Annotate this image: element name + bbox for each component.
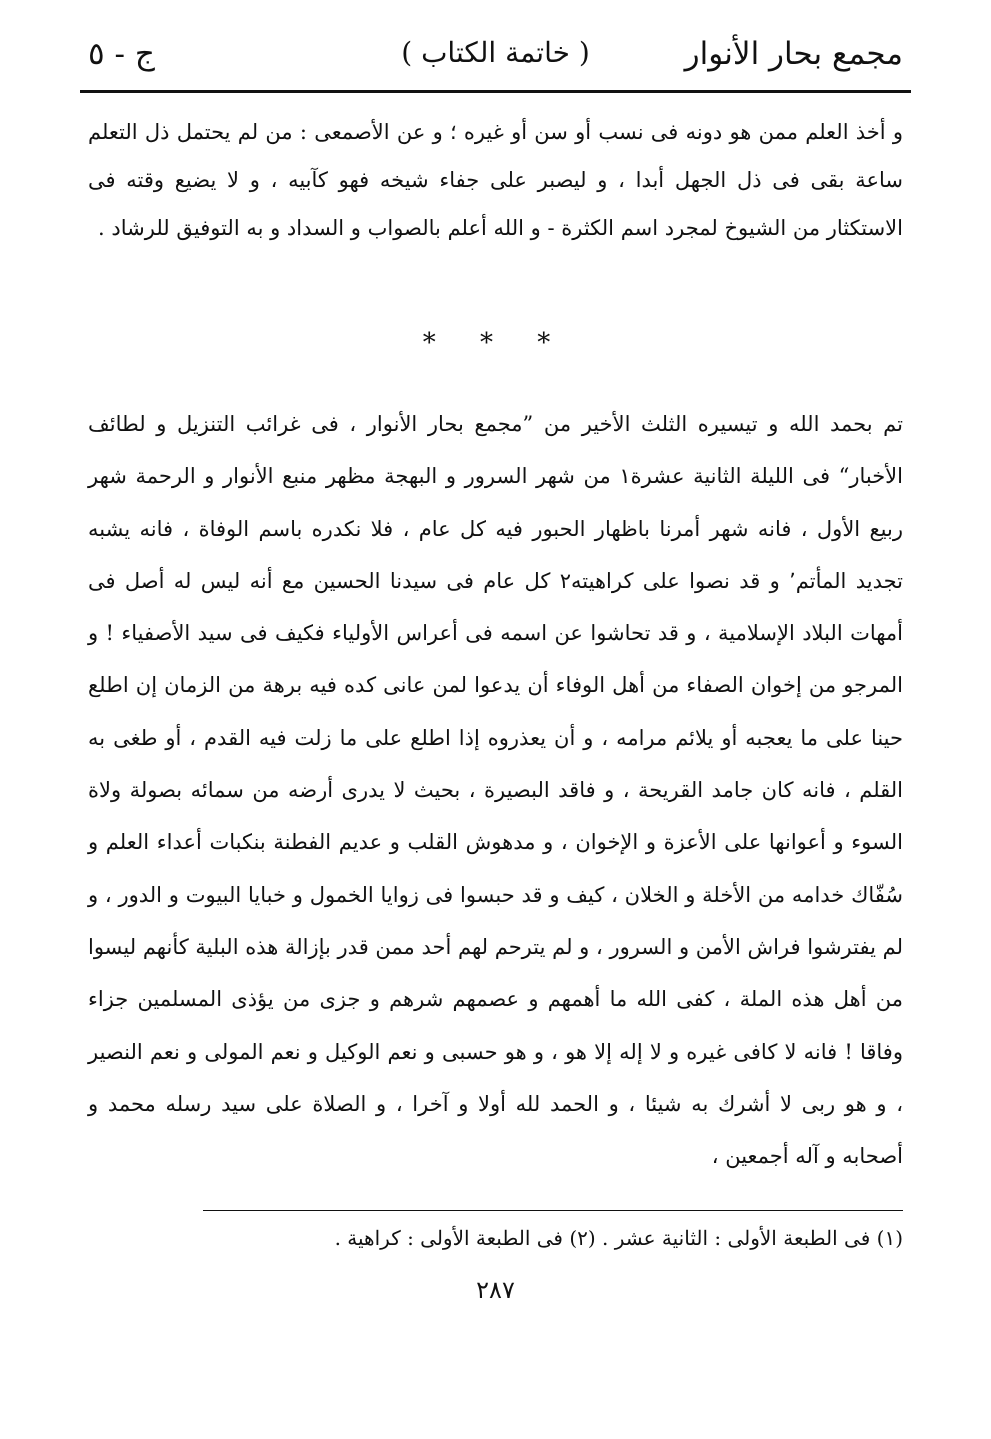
header-rule — [80, 90, 911, 93]
volume-number: ج - ٥ — [88, 36, 155, 72]
paragraph-2: تم بحمد الله و تيسيره الثلث الأخير من ”مجمع بحار الأنوار ، فى غرائب التنزيل و لطائف الأخبار“ فى الليلة الثانية عشرة١ من شهر السرور و البهجة مظهر منبع الأنوار و الرحمة شهر ربيع الأول ، فانه شهر أمرنا باظهار الحبور فيه كل عام ، فلا نكدره باسم الوفاة ، فانه يشبه تجديد المأتم٬ و قد نصوا على كراهيته٢ كل عام فى سيدنا الحسين مع أنه ليس له أصل فى أمهات البلاد الإسلامية ، و قد تحاشوا عن اسمه فى أعراس الأولياء فكيف فى سيد الأصفياء ! و المرجو من إخوان الصفاء من أهل الوفاء أن يدعوا لمن عانى كده فيه برهة من الزمان إن اطلع حينا على ما يعجبه أو يلائم مرامه ، و أن يعذروه إذا اطلع على ما زلت فيه القدم ، أو طغى به القلم ، فانه كان جامد القريحة ، و فاقد البصيرة ، بحيث لا يدرى أرضه من سمائه بصولة ولاة السوء و أعوانها على الأعزة و الإخوان ، و مدهوش القلب و عديم الفطنة بنكبات أعداء العلم و سُفّاك خدامه من الأخلة و الخلان ، كيف و قد حبسوا فى زوايا الخمول و خبايا البيوت و الدور ، و لم يفترشوا فراش الأمن و السرور ، و لم يترحم لهم أحد ممن قدر بإزالة هذه البلية كأنهم ليسوا من أهل هذه الملة ، كفى الله ما أهمهم و عصمهم شرهم و جزى من يؤذى المسلمين جزاء وفاقا ! فانه لا كافى غيره و لا إله إلا هو ، و هو حسبى و نعم الوكيل و نعم المولى و نعم النصير ، و هو ربى لا أشرك به شيئا ، و الحمد لله أولا و آخرا ، و الصلاة على سيد رسله محمد و أصحابه و آله أجمعين ، — [88, 412, 904, 1169]
page-number: ٢٨٧ — [476, 1276, 515, 1304]
section-separator: * * * — [422, 328, 569, 358]
footnote-rule — [203, 1210, 903, 1211]
paragraph-1: و أخذ العلم ممن هو دونه فى نسب أو سن أو غيره ؛ و عن الأصمعى : من لم يحتمل ذل التعلم ساعة بقى فى ذل الجهل أبدا ، و ليصبر على جفاء شيخه فهو كآبيه ، و لا يضيع وقته فى الاستكثار من الشيوخ لمجرد اسم الكثرة - و الله أعلم بالصواب و السداد و به التوفيق للرشاد . — [88, 120, 903, 240]
footnotes: (١) فى الطبعة الأولى : الثانية عشر . (٢) فى الطبعة الأولى : كراهية . — [334, 1226, 903, 1250]
section-title: ( خاتمة الكتاب ) — [401, 36, 590, 69]
running-header — [88, 36, 903, 84]
book-title: مجمع بحار الأنوار — [684, 36, 903, 72]
